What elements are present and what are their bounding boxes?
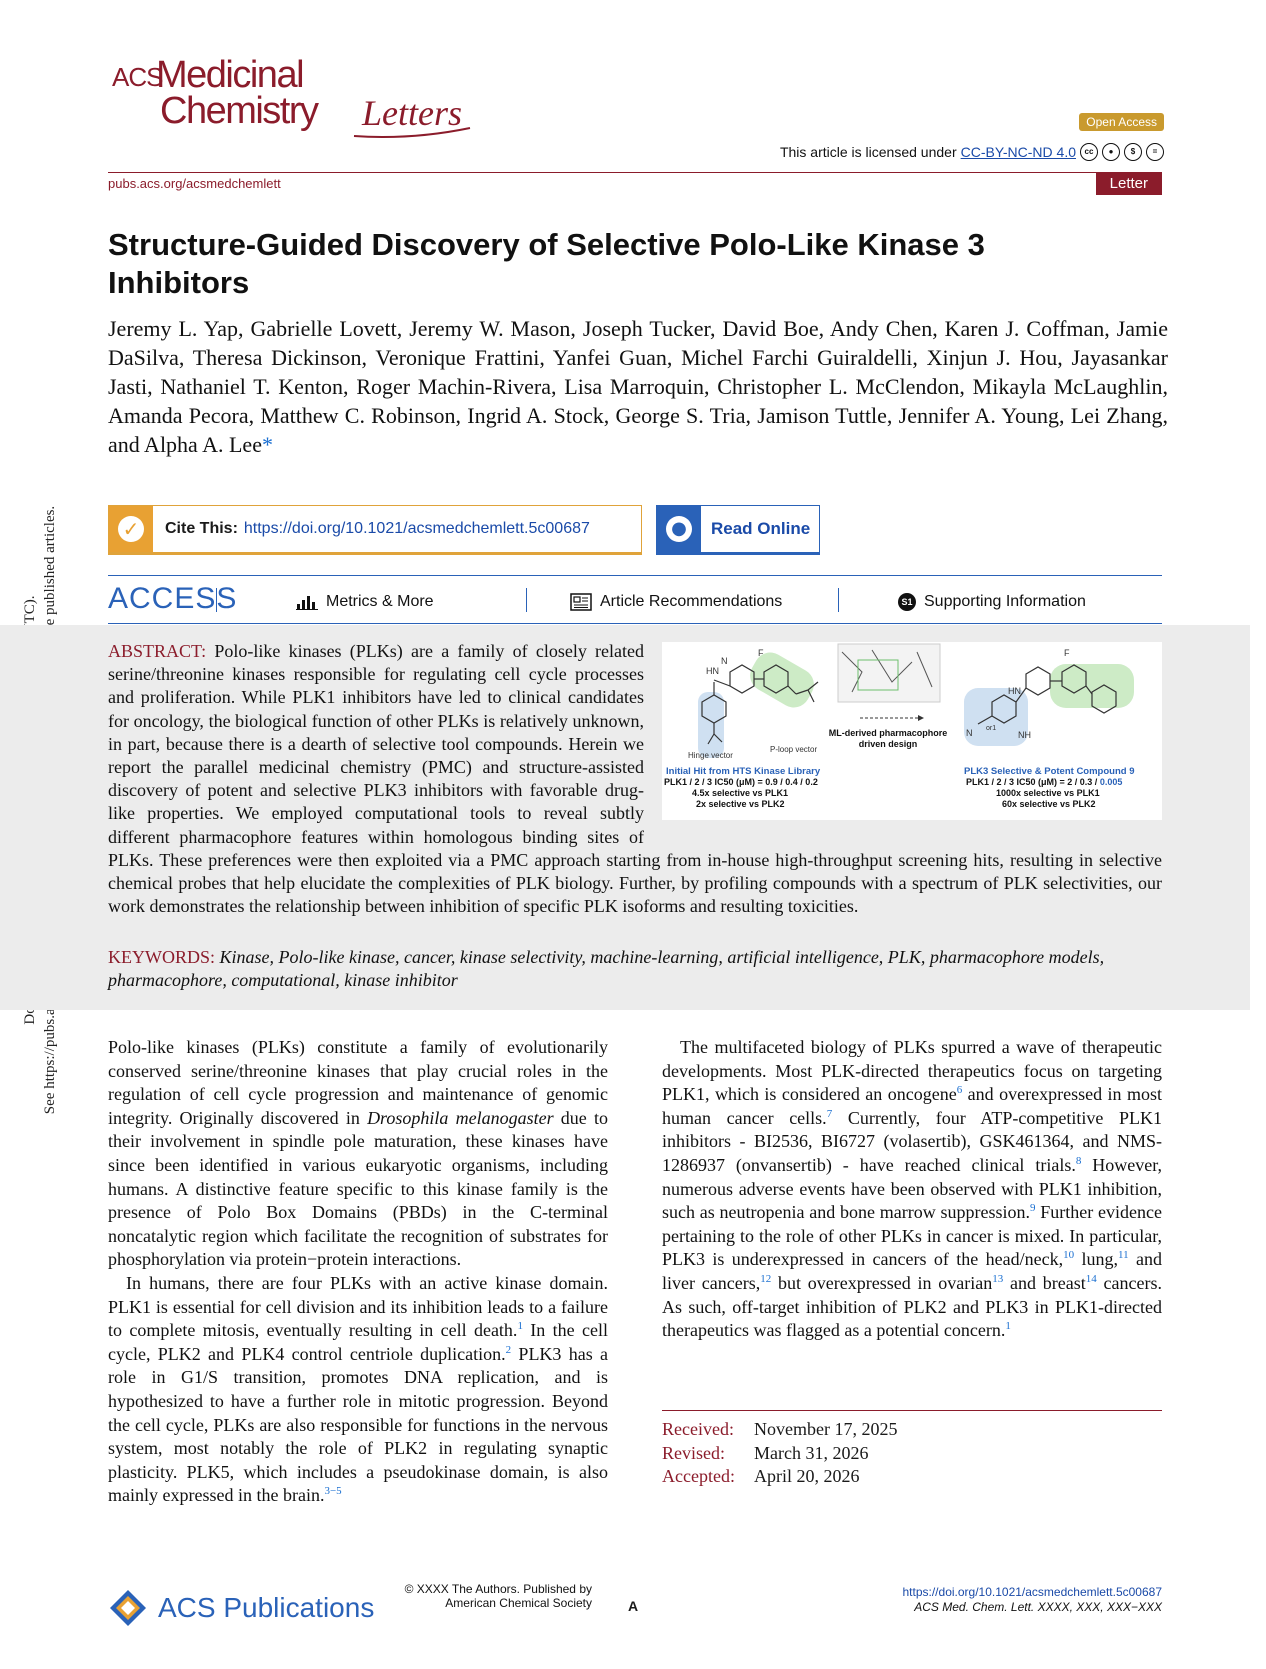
keywords-heading: KEYWORDS: [108, 947, 215, 967]
reference-link[interactable]: 13 [992, 1272, 1004, 1285]
cc-icon: cc [1080, 143, 1098, 161]
footer-doi-link[interactable]: https://doi.org/10.1021/acsmedchemlett.5c00687 [902, 1585, 1162, 1599]
recommendations-label: Article Recommendations [600, 593, 783, 610]
toc-figure [662, 642, 1162, 820]
checkmark-icon: ✓ [109, 506, 153, 552]
copyright: © XXXX The Authors. Published by American Chemical Society [404, 1582, 592, 1610]
article-title [108, 226, 1168, 302]
toc-graphic [662, 642, 1162, 820]
metrics-label: Metrics & More [326, 593, 434, 610]
metrics-link[interactable] [296, 593, 434, 611]
logo-acs: ACS [112, 62, 163, 92]
reference-link[interactable]: 3−5 [324, 1485, 342, 1498]
logo-medicinal: Medicinal [156, 54, 304, 96]
dates-rule [662, 1410, 1162, 1411]
page-number: A [628, 1598, 639, 1614]
left-caption-l1: PLK1 / 2 / 3 IC50 (μM) = 0.9 / 0.4 / 0.2 [664, 777, 818, 787]
left-caption-l2: 4.5x selective vs PLK1 [692, 788, 789, 798]
reference-link[interactable]: 14 [1085, 1272, 1097, 1285]
received-date: November 17, 2025 [754, 1419, 898, 1439]
svg-text:F: F [758, 648, 764, 658]
cc-by-icon: ● [1102, 143, 1120, 161]
svg-text:N: N [721, 656, 728, 666]
right-caption-l2: 1000x selective vs PLK1 [996, 788, 1100, 798]
access-separator [526, 588, 527, 612]
license-link[interactable]: CC-BY-NC-ND 4.0 [960, 144, 1076, 160]
read-online-label: Read Online [711, 519, 811, 538]
paragraph: In humans, there are four PLKs with an active kinase domain. PLK1 is essential for cell division and its inhibition leads to a failure to complete mitosis, eventually resulting in cell death.$^1$ In the cell cycle, PLK2 and PLK4 control centriole duplication.$^2$ PLK3 has a role in G1/S transition, promotes DNA replication, and is hypothesized to have a further role in mitotic progression. Beyond the cell cycle, PLKs are also responsible for functions in the nervous system, most notably the role of PLK2 in regulating synaptic plasticity. PLK5, which includes a pseudokinase domain, is also mainly expressed in the brain.$^{3-5}$ [108, 1272, 608, 1506]
paragraph: Polo-like kinases (PLKs) constitute a family of evolutionarily conserved serine/threonine kinases that play crucial roles in the regulation of cell cycle progression and maintenance of genomic integrity. Originally discovered in Drosophila melanogaster due to their involvement in spindle pole maturation, these kinases have since been identified in various eukaryotic organisms, including humans. A distinctive feature specific to this kinase family is the presence of Polo Box Domains (PBDs) in the C-terminal noncatalytic region which facilitate the recognition of substrates for phosphorylation via protein−protein interactions. [108, 1037, 608, 1270]
body-right-column [662, 1036, 1162, 1343]
license-line [780, 143, 1164, 161]
keywords [108, 946, 1162, 992]
access-heading: ACCESS [108, 582, 238, 615]
open-access-badge: Open Access [1079, 113, 1164, 131]
journal-url[interactable]: pubs.acs.org/acsmedchemlett [108, 176, 281, 191]
reference-link[interactable]: 7 [826, 1107, 833, 1120]
corresponding-author-mark[interactable]: * [261, 432, 273, 457]
svg-text:F: F [1064, 648, 1070, 658]
accepted-label: Accepted: [662, 1466, 735, 1486]
reference-link[interactable]: 12 [760, 1272, 772, 1285]
svg-text:HN: HN [706, 666, 719, 676]
recommendations-link[interactable] [570, 593, 782, 611]
right-caption-l1b: 0.005 [1099, 777, 1123, 787]
footer-journal-citation: ACS Med. Chem. Lett. XXXX, XXX, XXX−XXX [914, 1600, 1162, 1614]
reference-link[interactable]: 1 [517, 1320, 523, 1333]
body-left-column [108, 1036, 608, 1508]
reference-link[interactable]: 11 [1118, 1249, 1129, 1262]
reference-link[interactable]: 9 [1030, 1202, 1036, 1215]
logo-swoosh-icon [352, 126, 472, 140]
paragraph: The multifaceted biology of PLKs spurred a wave of therapeutic developments. Most PLK-directed therapeutics focus on targeting PLK1, which is considered an oncogene$^6$ and overexpressed in most human cancer cells.$^7$ Currently, four ATP-competitive PLK1 inhibitors - BI2536, BI6727 (volasertib), GSK461364, and NMS-1286937 (onvansertib) - have reached clinical trials.$^8$ However, numerous adverse events have been observed with PLK1 inhibition, such as neutropenia and bone marrow suppression.$^9$ Further evidence pertaining to the role of other PLKs in cancer is mixed. In particular, PLK3 is underexpressed in cancers of the head/neck,$^{10}$ lung,$^{11}$ and liver cancers,$^{12}$ but overexpressed in ovarian$^{13}$ and breast$^{14}$ cancers. As such, off-target inhibition of PLK2 and PLK3 in PLK1-directed therapeutics was flagged as a potential concern.$^1$ [662, 1037, 1163, 1341]
logo-chemistry: Chemistry [160, 90, 318, 132]
reference-link[interactable]: 8 [1075, 1154, 1082, 1167]
logo-letters: Letters [362, 93, 463, 133]
read-online-button[interactable] [656, 505, 820, 555]
reference-link[interactable]: 2 [505, 1343, 512, 1356]
article-type-badge: Letter [1096, 172, 1162, 195]
or1-label: or1 [986, 725, 997, 732]
bar-chart-icon [296, 594, 318, 610]
access-separator [216, 588, 217, 612]
access-rule-bottom [108, 623, 1162, 624]
reference-link[interactable]: 6 [956, 1084, 963, 1097]
ml-line2: driven design [858, 739, 918, 749]
right-caption-l3: 60x selective vs PLK2 [1002, 799, 1096, 809]
cc-nd-icon: = [1146, 143, 1164, 161]
supporting-label: Supporting Information [924, 593, 1086, 610]
svg-text:HN: HN [1008, 686, 1021, 696]
acs-shield-icon [108, 1588, 148, 1628]
access-rule-top [108, 575, 1162, 576]
ploop-label: P-loop vector [770, 745, 818, 754]
abstract-text: Polo-like kinases (PLKs) are a family of closely related serine/threonine kinases responsible for regulating cell cycle processes and proliferation. While PLK1 inhibitors have led to clinical candidates for oncology, the biological function of other PLKs is relatively unknown, in part, because there is a dearth of selective tool compounds. Herein we report the parallel medicinal chemistry (PMC) and structure-assisted discovery of potent and selective PLK3 inhibitors with favorable drug-like properties. We employed computational tools to reveal subtly different pharmacophore features within homologous binding sites of PLKs. These preferences were then exploited via a PMC approach starting from in-house high-throughput screening hits, resulting in selective chemical probes that help elucidate the complexities of PLK biology. Further, by profiling compounds with a spectrum of PLK selectivities, our work demonstrates the relationship between inhibition of specific PLK isoforms and resulting toxicities. [108, 641, 1162, 917]
svg-text:PLK1 / 2 / 3 IC50 (μM) = 2 / 0 [966, 777, 1122, 787]
abstract-heading: ABSTRACT: [108, 641, 207, 661]
title-line2: Inhibitors [108, 265, 250, 300]
globe-icon: ● [657, 506, 701, 552]
journal-logo[interactable] [112, 56, 462, 136]
abstract [108, 640, 1162, 918]
acs-publications-logo[interactable] [108, 1588, 374, 1628]
cc-nc-icon: $ [1124, 143, 1142, 161]
footer-citation [903, 1585, 1163, 1615]
reference-link[interactable]: 10 [1063, 1249, 1075, 1262]
ml-line1: ML-derived pharmacophore [828, 728, 948, 738]
svg-text:N: N [966, 728, 973, 738]
svg-text:NH: NH [1018, 730, 1031, 740]
history-dates [662, 1418, 897, 1489]
revised-date: March 31, 2026 [754, 1442, 869, 1463]
reference-link[interactable]: 1 [1005, 1320, 1011, 1333]
article-icon [570, 593, 592, 611]
cite-label: Cite This: [165, 520, 238, 537]
title-line1: Structure-Guided Discovery of Selective Polo-Like Kinase 3 [108, 227, 985, 262]
authors-text: Jeremy L. Yap, Gabrielle Lovett, Jeremy W. Mason, Joseph Tucker, David Boe, Andy Chen, Karen J. Coffman, Jamie DaSilva, Theresa Dickinson, Veronique Frattini, Yanfei Guan, Michel Farchi Guiraldelli, Xinjun J. Hou, Jayasankar Jasti, Nathaniel T. Kenton, Roger Machin-Rivera, Lisa Marroquin, Christopher L. McClendon, Mikayla McLaughlin, Amanda Pecora, Matthew C. Robinson, Ingrid A. Stock, George S. Tria, Jamison Tuttle, Jennifer A. Young, Lei Zhang, and Alpha A. Lee [108, 316, 1168, 457]
header-rule [108, 172, 1162, 173]
right-caption-title: PLK3 Selective & Potent Compound 9 [964, 766, 1135, 777]
revised-label: Revised: [662, 1442, 725, 1463]
cite-this-box [108, 505, 642, 555]
publisher-name: ACS Publications [158, 1592, 375, 1623]
author-list [108, 314, 1168, 459]
left-caption-l3: 2x selective vs PLK2 [696, 799, 785, 809]
keywords-text: Kinase, Polo-like kinase, cancer, kinase selectivity, machine-learning, artificial intelligence, PLK, pharmacophore models, pharmacophore, computational, kinase inhibitor [108, 947, 1105, 991]
supporting-info-icon: S1 [898, 593, 916, 611]
accepted-date: April 20, 2026 [754, 1466, 860, 1486]
right-caption-l1a: PLK1 / 2 / 3 IC50 (μM) = 2 / 0.3 / [966, 777, 1100, 787]
left-caption-title: Initial Hit from HTS Kinase Library [666, 766, 821, 777]
supporting-info-link[interactable] [898, 593, 1086, 611]
received-label: Received: [662, 1419, 734, 1439]
hinge-label: Hinge vector [688, 751, 733, 760]
access-separator [838, 588, 839, 612]
license-prefix: This article is licensed under [779, 144, 957, 160]
doi-link[interactable]: https://doi.org/10.1021/acsmedchemlett.5c00687 [243, 520, 590, 537]
